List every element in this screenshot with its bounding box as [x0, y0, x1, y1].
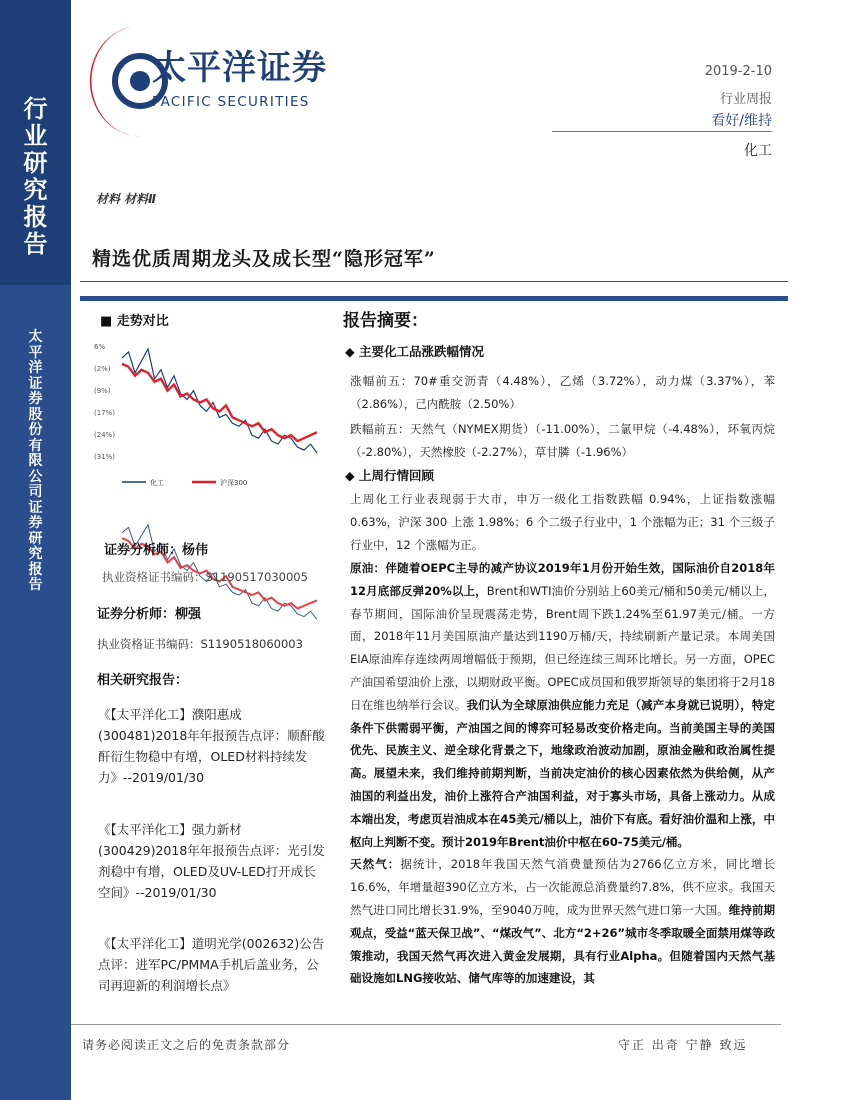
- trend-chart: [92, 338, 322, 488]
- sidebar-report-type: 行 业 研 究 报 告: [23, 94, 48, 258]
- analyst-2-cert: 执业资格证书编码：S1190518060003: [97, 637, 303, 651]
- category: 材料 材料Ⅱ: [96, 192, 157, 206]
- y-tick-label: (31%): [94, 453, 116, 461]
- analysis-paragraphs: [350, 557, 775, 990]
- legend-label: 沪深300: [220, 479, 248, 487]
- weekly-review: 上周化工行业表现弱于大市，申万一级化工指数跌幅 0.94%，上证指数涨幅 0.63%，沪深 300 上涨 1.98%；6 个二级子行业中，1 个涨幅为正；31 个三级子行业中，12 个涨幅为正。: [350, 492, 775, 552]
- related-report-link[interactable]: 《【太平洋化工】强力新材(300429)2018年年报预告点评：光引发剂稳中有增，OLED及UV-LED打开成长空间》--2019/01/30: [98, 822, 325, 900]
- y-tick-label: (2%): [94, 365, 111, 373]
- gas-lead: 天然气：: [350, 857, 401, 872]
- oil-bold-1: 伴随着OEPC主导的减产协议2019年1月份开始生效，国际油价自2018年12月底部反弹20%以上，: [350, 561, 776, 598]
- analyst-2-name: 证券分析师：柳强: [97, 607, 202, 622]
- summary-title: 报告摘要：: [343, 311, 428, 331]
- gas-text-1: 据统计，2018年我国天然气消费量预估为2766亿立方米，同比增长16.6%，年增量超390亿立方米，占一次能源总消费量约7.8%，供不应求。我国天然气进口同比增长31.9%，至9040万吨，成为世界天然气进口第一大国。: [350, 857, 776, 917]
- report-kind: 行业周报: [719, 92, 772, 107]
- rating: 看好/维持: [711, 113, 772, 129]
- y-tick-label: 6%: [94, 343, 106, 351]
- analyst-1-cert: 执业资格证书编码：S1190517030005: [102, 570, 308, 584]
- y-tick-label: (9%): [94, 387, 111, 395]
- report-date: 2019-2-10: [704, 64, 772, 79]
- motto: 守正 出奇 宁静 致远: [618, 1038, 748, 1052]
- logo-text-cn: 太平洋证券: [152, 48, 327, 88]
- sector: 化工: [744, 143, 772, 159]
- oil-bold-2: 我们认为全球原油供应能力充足（减产本身就已说明），特定条件下供需弱平衡，产油国之间的博弈可轻易改变价格走向。当前美国主导的美国优先、民族主义、逆全球化背景之下，地缘政治波动加剧，原油金融和政治属性提高。展望未来，我们维持前期判断，当前决定油价的核心因素依然为供给侧，从产油国的利益出发，油价上涨符合产油国利益，对于寡头市场，具备上涨动力。从成本端出发，考虑页岩油成本在45美元/桶以上，油价下有底。看好油价温和上涨，中枢向上判断不变。预计2019年Brent油价中枢在60-75美元/桶。: [350, 697, 776, 849]
- legend-label: 化工: [150, 479, 164, 487]
- related-report-link[interactable]: 《【太平洋化工】濮阳惠成(300481)2018年年报预告点评：顺酐酸酐衍生物稳中有增，OLED材料持续发力》--2019/01/30: [98, 707, 325, 785]
- disclaimer-note: 请务必阅读正文之后的免责条款部分: [82, 1038, 291, 1052]
- report-title: 精选优质周期龙头及成长型“隐形冠军”: [92, 248, 436, 270]
- section-heading-prices: ◆ 主要化工品涨跌幅情况: [345, 344, 484, 359]
- header-divider: [552, 131, 772, 132]
- y-tick-label: (24%): [94, 431, 116, 439]
- title-rule-thick: [80, 296, 788, 301]
- y-tick-label: (17%): [94, 409, 116, 417]
- top-losers: 跌幅前五：天然气（NYMEX期货）（-11.00%），二氯甲烷（-4.48%），环氧丙烷（-2.80%），天然橡胶（-2.27%），草甘膦（-1.96%）: [350, 422, 775, 459]
- oil-text-1: Brent和WTI油价分别站上60美元/桶和50美元/桶以上，春节期间，国际油价呈现震荡走势，Brent周下跌1.24%至61.97美元/桶。一方面，2018年11月美国原油产量达到1190万桶/天，持续刷新产量记录。本周美国EIA原油库存连续两周增幅低于预期，但已经连续三周环比增长。另一方面，OPEC产油国希望油价上涨，以期财政平衡。OPEC成员国和俄罗斯领导的集团将于2月18日在维也纳举行会议。: [350, 583, 776, 712]
- top-gainers: 涨幅前五：70#重交沥青（4.48%），乙烯（3.72%），动力煤（3.37%），苯（2.86%），己内酰胺（2.50%）: [350, 374, 775, 411]
- logo-text-en: PACIFIC SECURITIES: [152, 94, 310, 110]
- sidebar-company: 太 平 洋 证 券 股 份 有 限 公 司 证 券 研 究 报 告: [28, 329, 43, 593]
- analyst-1-name: 证券分析师：杨伟: [104, 543, 209, 558]
- logo-blue-dot: [130, 71, 150, 91]
- section-heading-review: ◆ 上周行情回顾: [345, 468, 434, 483]
- gas-bold-1: 维持前期观点，受益“蓝天保卫战”、“煤改气”、北方“2+26”城市冬季取暖全面禁用煤等政策推动，我国天然气再次进入黄金发展期，具有行业Alpha。但随着国内天然气基础设施如LNG接收站、储气库等的加速建设，其: [350, 902, 776, 986]
- title-rule-thin: [80, 281, 788, 282]
- footer-divider: [71, 1024, 781, 1025]
- related-report-link[interactable]: 《【太平洋化工】道明光学(002632)公告点评：进军PC/PMMA手机后盖业务，公司再迎新的利润增长点》: [98, 936, 325, 993]
- trend-label: ■ 走势对比: [100, 314, 169, 329]
- related-reports-title: 相关研究报告：: [97, 673, 189, 688]
- oil-lead: 原油：: [350, 561, 386, 575]
- series-line-沪深300: [122, 364, 317, 441]
